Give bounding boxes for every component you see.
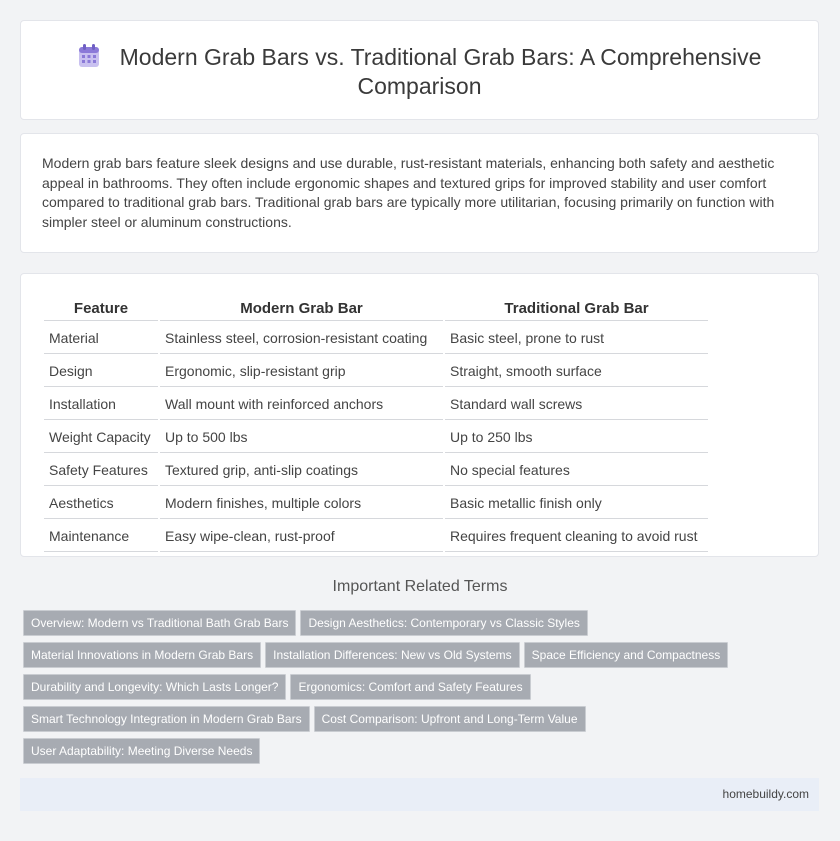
header-traditional: Traditional Grab Bar — [445, 296, 708, 321]
cell-feature: Weight Capacity — [44, 422, 158, 453]
cell-traditional: Basic steel, prone to rust — [445, 323, 708, 354]
cell-feature: Design — [44, 356, 158, 387]
header-modern: Modern Grab Bar — [160, 296, 443, 321]
related-term-tag[interactable]: Ergonomics: Comfort and Safety Features — [290, 674, 530, 700]
cell-feature: Material — [44, 323, 158, 354]
calendar-icon — [78, 44, 100, 68]
related-term-tag[interactable]: User Adaptability: Meeting Diverse Needs — [23, 738, 260, 764]
related-term-tag[interactable]: Installation Differences: New vs Old Systems — [265, 642, 520, 668]
related-term-tag[interactable]: Material Innovations in Modern Grab Bars — [23, 642, 261, 668]
page-title-wrap — [21, 43, 818, 101]
table-row — [44, 389, 708, 420]
table-header-row — [44, 296, 708, 321]
table-row — [44, 323, 708, 354]
cell-modern: Wall mount with reinforced anchors — [160, 389, 443, 420]
related-term-tag[interactable]: Smart Technology Integration in Modern Grab Bars — [23, 706, 310, 732]
footer — [20, 778, 819, 811]
table-row — [44, 422, 708, 453]
related-term-tag[interactable]: Overview: Modern vs Traditional Bath Grab Bars — [23, 610, 296, 636]
header-feature: Feature — [44, 296, 158, 321]
table-row — [44, 455, 708, 486]
related-term-tag[interactable]: Space Efficiency and Compactness — [524, 642, 729, 668]
intro-paragraph: Modern grab bars feature sleek designs and use durable, rust-resistant materials, enhancing both safety and aesthetic appeal in bathrooms. They often include ergonomic shapes and textured grips for improved stability and user comfort compared to traditional grab bars. Traditional grab bars are typically more utilitarian, focusing primarily on function with simpler steel or aluminum constructions. — [42, 155, 775, 230]
cell-feature: Installation — [44, 389, 158, 420]
table-row — [44, 521, 708, 552]
cell-traditional: Up to 250 lbs — [445, 422, 708, 453]
comparison-table — [42, 294, 710, 554]
table-row — [44, 356, 708, 387]
cell-traditional: Straight, smooth surface — [445, 356, 708, 387]
related-term-tag[interactable]: Durability and Longevity: Which Lasts Longer? — [23, 674, 286, 700]
cell-modern: Up to 500 lbs — [160, 422, 443, 453]
cell-traditional: No special features — [445, 455, 708, 486]
footer-site-link[interactable]: homebuildy.com — [722, 787, 809, 801]
cell-feature: Safety Features — [44, 455, 158, 486]
cell-modern: Stainless steel, corrosion-resistant coating — [160, 323, 443, 354]
cell-modern: Modern finishes, multiple colors — [160, 488, 443, 519]
cell-traditional: Standard wall screws — [445, 389, 708, 420]
comparison-card — [20, 273, 819, 557]
cell-feature: Aesthetics — [44, 488, 158, 519]
cell-traditional: Requires frequent cleaning to avoid rust — [445, 521, 708, 552]
related-term-tag[interactable]: Cost Comparison: Upfront and Long-Term Value — [314, 706, 586, 732]
intro-card — [20, 133, 819, 253]
cell-modern: Textured grip, anti-slip coatings — [160, 455, 443, 486]
related-terms-list — [23, 610, 743, 770]
related-term-tag[interactable]: Design Aesthetics: Contemporary vs Classic Styles — [300, 610, 587, 636]
cell-feature: Maintenance — [44, 521, 158, 552]
table-row — [44, 488, 708, 519]
related-terms-title: Important Related Terms — [332, 578, 508, 595]
header-card — [20, 20, 819, 120]
cell-modern: Easy wipe-clean, rust-proof — [160, 521, 443, 552]
cell-modern: Ergonomic, slip-resistant grip — [160, 356, 443, 387]
cell-traditional: Basic metallic finish only — [445, 488, 708, 519]
page-title: Modern Grab Bars vs. Traditional Grab Bars: A Comprehensive Comparison — [119, 44, 762, 99]
